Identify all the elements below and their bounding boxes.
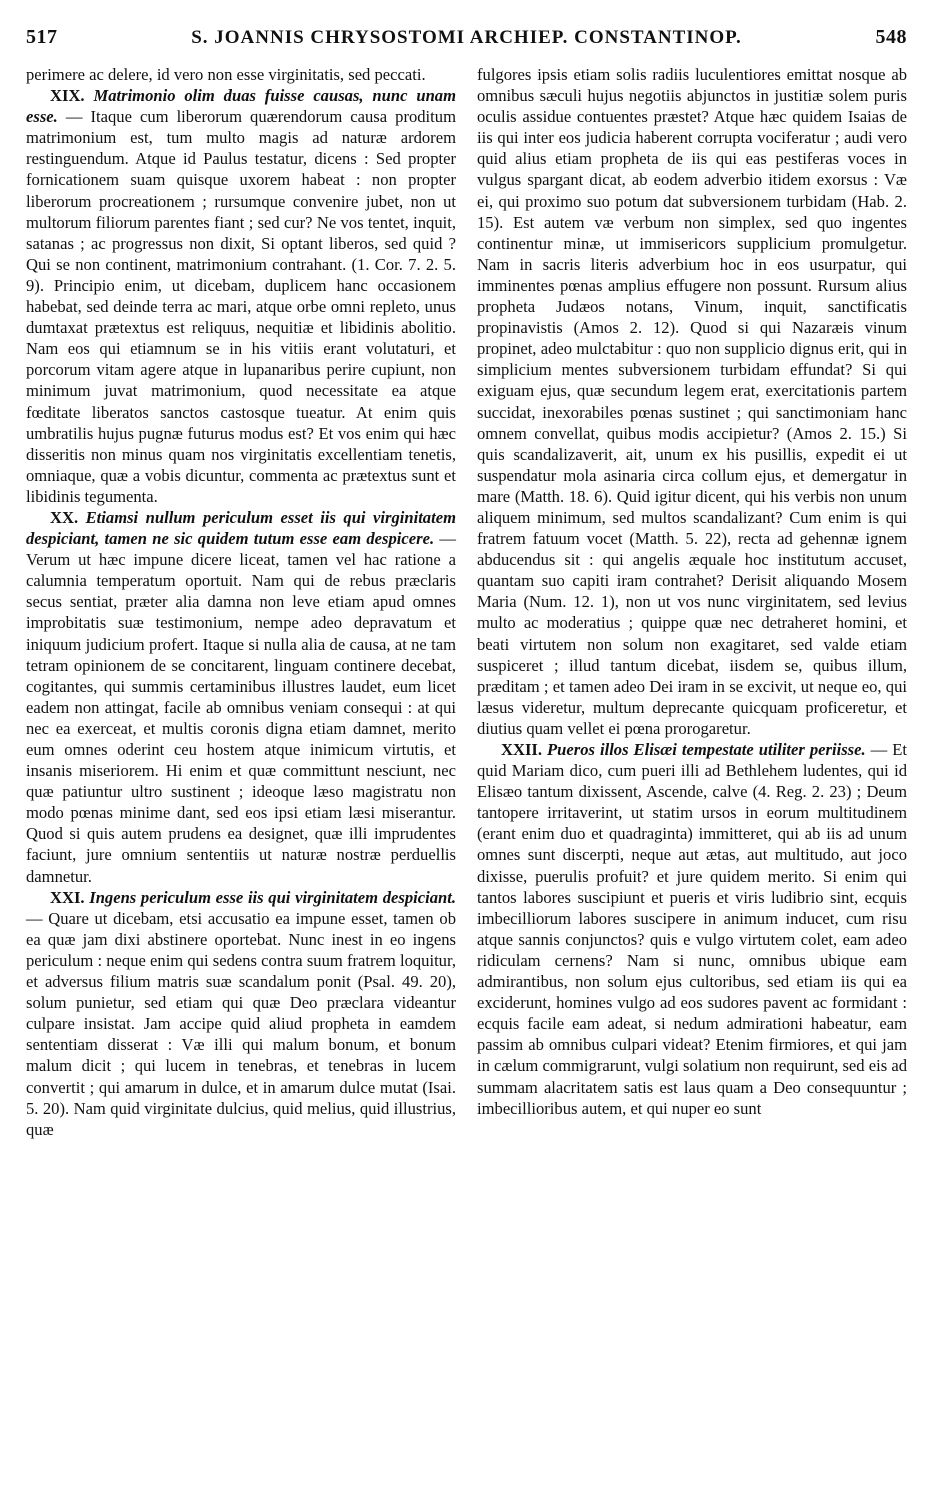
right-page-number: 548 <box>875 26 907 48</box>
section-number: XX. <box>50 507 79 527</box>
section-title: Pueros illos Elisæi tempestate utiliter periisse. <box>547 740 866 759</box>
section-title: Etiamsi nullum periculum esset iis qui virginitatem despiciant, tamen ne sic quidem tutum esse eam despicere. <box>26 507 456 549</box>
running-header <box>26 26 907 60</box>
section-text: — Verum ut hæc impune dicere liceat, tamen vel hac ratione a calumnia temperatum oportuit. Nam qui de rebus præclaris secus sentiat, præter alia damna non leve etiam apud omnes improbitatis suæ testimonium, nempe adeo depravatum et iniquum judicium profert. Itaque si nulla alia de causa, at ne tam tetram opinionem de se concitarent, linguam continere decebat, cogitantes, qui summis certaminibus illustres laudet, eum licet eadem non attingat, facile ab omnibus veniam consequi : at qui nec ea exerceat, et multis coronis digna etiam damnet, merito eum omnes oderint ceu hostem atque inimicum virtutis, et insanis miseriorem. Hi enim et quæ committunt nesciunt, nec quæ patiuntur ultro sustinent ; ideoque læso magistratu non modo pœnas minime dant, sed eos ipsi etiam læsi miserantur. Quod si quis autem prudens ea designet, quæ illi imprudentes faciunt, jure omnium sententiis ut naturæ nostræ perduellis damnetur. <box>26 529 456 886</box>
section-number: XXII. <box>501 740 543 759</box>
section-title: Matrimonio olim duas fuisse causas, nunc unam esse. <box>26 86 456 127</box>
section-20 <box>26 507 456 887</box>
section-text: — Itaque cum liberorum quærendorum causa proditum matrimonium est, tum multo magis ad naturæ ardorem restinguendum. Atque id Paulus testatur, dicens : Sed propter fornicationem suam quisque uxorem habeat : non propter liberorum procreationem ; rursumque convenire jubet, non ut multorum filiorum parentes fiant ; sed cur? Ne vos tentet, inquit, satanas ; ac progressus non dixit, Si optant liberos, sed quid ? Qui se non continent, matrimonium contrahant. (1. Cor. 7. 2. 5. 9). Principio enim, ut dicebam, duplicem hanc occasionem habebat, sed deinde terra ac mari, atque orbe omni repleto, unus dumtaxat prætextus est reliquus, nequitiæ et libidinis abolitio. Nam eos qui etiamnum se in his vitiis erant volutaturi, et porcorum vitam agere atque in lupanaribus perire cupiunt, non minimum juvat matrimonium, quod necessitate ea atque fœditate liberatos sanctos castosque tueatur. At enim quis umbratilis hujus pugnæ futurus modus est? Et vos enim qui hæc disseritis non minus quam nos virginitatis excellentiam tenetis, omniaque, quæ a vobis dicuntur, commenta ac prætextus sunt et libidinis tegumenta. <box>26 107 456 506</box>
section-text: — Et quid Mariam dico, cum pueri illi ad Bethlehem ludentes, qui id Elisæo tantum dixissent, Ascende, calve (4. Reg. 2. 23) ; Deum tantopere irritaverint, ut statim ursos in eorum multitudinem (erant enim duo et quadraginta) immitteret, qui ab iis ad unum omnes sunt discerpti, neque aut ætas, aut multitudo, aut joco dixisse, puerulis profuit? et jure quidem merito. Si enim qui tantos labores suscipiunt et pueris et viris ludibrio sint, ecquis imbecilliorum labores suscipere in animum inducet, cum risu atque sannis conjunctos? quis e vulgo virtutem colet, eam adeo ridiculam cernens? Nam si nunc, omnibus ubique eam admirantibus, non solum ejus cultoribus, sed etiam iis qui ea exciderunt, homines vulgo ad eos sudores pavent ac formidant : ecquis facile eam adeat, si nedum admirationi habeatur, eam passim ab omnibus culpari videat? Etenim firmiores, et qui jam in cælum commigrarunt, vulgi solatium non requirunt, sed eis ad summam alacritatem satis est laus quam a Deo consequuntur ; imbecillioribus autem, et qui nuper eo sunt <box>477 740 907 1118</box>
section-title: Ingens periculum esse iis qui virginitatem despiciant. <box>89 887 456 907</box>
running-title: S. JOANNIS CHRYSOSTOMI ARCHIEP. CONSTANTINOP. <box>191 27 742 48</box>
section-text: — Quare ut dicebam, etsi accusatio ea impune esset, tamen ob ea quæ jam dixi abstinere oportebat. Nunc inest in eo ingens periculum : neque enim qui sedens contra suum fratrem loquitur, et adversus filium matris suæ scandalum ponit (Psal. 49. 20), solum punietur, sed etiam qui quæ Deo præclara videantur culpare insistat. Jam accipe quid aliud propheta in eamdem sententiam disserat : Væ illi qui malum bonum, et bonum malum dicit ; qui lucem in tenebras, et tenebras in lucem convertit ; qui amarum in dulce, et in amarum dulce mutat (Isai. 5. 20). Nam quid virginitate dulcius, quid melius, quid illustrius, quæ <box>26 908 456 1139</box>
right-column <box>477 64 907 1140</box>
section-21 <box>26 887 456 1140</box>
text-columns <box>26 64 907 1140</box>
section-19 <box>26 85 456 507</box>
section-number: XIX. <box>50 86 85 106</box>
paragraph-continuation: perimere ac delere, id vero non esse virginitatis, sed peccati. <box>26 65 426 84</box>
section-22 <box>477 739 907 1119</box>
left-page-number: 517 <box>26 26 58 48</box>
section-number: XXI. <box>50 887 85 907</box>
paragraph-continuation: fulgores ipsis etiam solis radiis luculentiores emittat nosque ab omnibus sæculi hujus negotiis abjunctos in justitiæ solem puris oculis assidue contuentes præstet? Atque hæc quidem Isaias de iis qui inter eos judicia haberent corrupta vociferatur ; audi vero quid alius etiam propheta de iis qui eas pestiferas voces in vulgus spargant dicat, ab eodem adverbio itidem exorsus : Væ ei, qui proximo suo potum dat subversionem turbidam (Hab. 2. 15). Est autem væ verbum non simplex, sed quo ingentes continentur minæ, ut immisericors supplicium promulgetur. Nam in sacris literis adverbium hoc in eos usurpatur, qui imminentes pœnas amplius effugere non possunt. Rursum alius propheta Judæos notans, Vinum, inquit, sanctificatis propinavistis (Amos 2. 12). Quod si qui Nazaræis vinum propinet, adeo mulctabitur : quo non supplicio dignus erit, qui in simplicium mentes subversionem turbidam effundat? Si qui exiguam ejus, quæ secundum legem erat, exercitationis partem succidat, inexorabiles pœnas sustinet ; qui sanctimoniam hanc omnem convellat, quibus modis accipietur? (Amos 2. 15.) Si quis scandalizaverit, ait, unum ex his pusillis, expedit ei ut suspendatur mola asinaria circa collum ejus, et demergatur in mare (Matth. 18. 6). Quid igitur dicent, qui his verbis non unum aliquem minimum, sed multos scandalizant? Cum enim is qui fratrem fatuum vocet (Matth. 5. 22), recta ad gehennæ ignem abducendus sit : qui angelis æquale hoc institutum accuset, quantam suo capiti iram contrahet? Derisit aliquando Mosem Maria (Num. 12. 1), non ut vos nunc virginitatem, sed levius multo ac moderatius ; quippe quæ nec detraheret homini, et beati virtutem non solum non exagitaret, sed valde etiam suspiceret ; illud tantum dicebat, iisdem se, quibus illum, præditam ; et tamen adeo Dei iram in se excivit, ut neque eo, qui læsus videretur, multum deprecante quicquam proficeretur, et diutius quam vellet ei pœna prorogaretur. <box>477 65 907 738</box>
left-column <box>26 64 456 1140</box>
